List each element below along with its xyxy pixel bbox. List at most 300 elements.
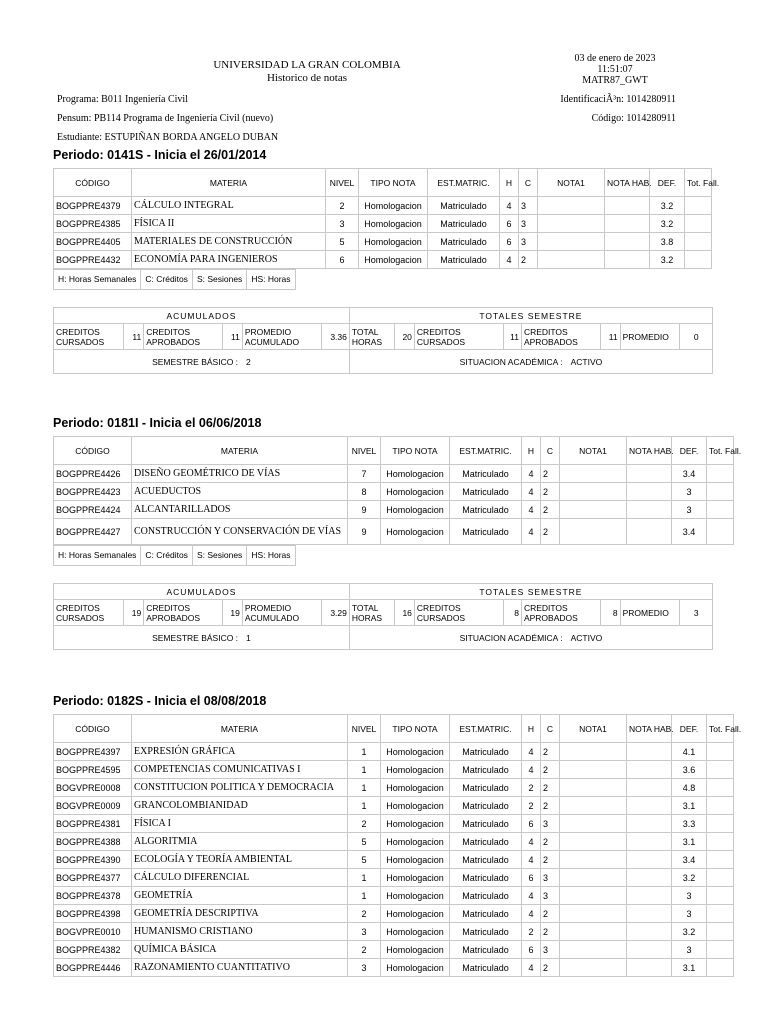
cell-def: 4.8 xyxy=(672,779,707,797)
grades-header-row xyxy=(54,437,734,465)
cell-tot-fall xyxy=(707,465,734,483)
situacion-value: ACTIVO xyxy=(570,632,603,643)
cell-nota1 xyxy=(560,833,627,851)
label-promedio: PROMEDIO xyxy=(620,600,680,626)
cell-c: 2 xyxy=(541,519,560,545)
cell-def: 4.1 xyxy=(672,743,707,761)
situacion-value: ACTIVO xyxy=(570,356,603,367)
cell-codigo: BOGPPRE4398 xyxy=(54,905,132,923)
cell-nivel: 5 xyxy=(326,233,359,251)
cell-def: 3.4 xyxy=(672,851,707,869)
cell-nota-hab xyxy=(605,251,650,269)
cell-materia: ECOLOGÍA Y TEORÍA AMBIENTAL xyxy=(132,851,348,869)
cell-tot-fall xyxy=(685,215,712,233)
cell-h: 4 xyxy=(522,959,541,977)
header-c: C xyxy=(541,715,560,743)
semestre-basico-value: 1 xyxy=(246,632,251,643)
cell-tipo-nota: Homologacion xyxy=(381,797,450,815)
cell-nivel: 7 xyxy=(348,465,381,483)
cell-nota-hab xyxy=(627,465,672,483)
table-row xyxy=(54,923,734,941)
cell-materia: GEOMETRÍA xyxy=(132,887,348,905)
cell-est-matric: Matriculado xyxy=(450,869,522,887)
cell-def: 3.4 xyxy=(672,465,707,483)
legend xyxy=(53,269,295,290)
cell-c: 3 xyxy=(519,233,538,251)
cell-c: 3 xyxy=(519,197,538,215)
situacion-cell xyxy=(349,350,712,374)
label-total-horas: TOTAL HORAS xyxy=(349,324,394,350)
table-row xyxy=(54,465,734,483)
cell-tot-fall xyxy=(707,761,734,779)
table-row xyxy=(54,779,734,797)
cell-tipo-nota: Homologacion xyxy=(359,215,428,233)
header-tot_fall: Tot. Fall. xyxy=(707,437,734,465)
cell-nota1 xyxy=(560,851,627,869)
cell-nota1 xyxy=(560,483,627,501)
cell-nota1 xyxy=(560,887,627,905)
legend-s: S: Sesiones xyxy=(192,269,247,290)
cell-c: 3 xyxy=(541,887,560,905)
header-codigo: CÓDIGO xyxy=(54,169,132,197)
legend-c: C: Créditos xyxy=(140,545,193,566)
cell-codigo: BOGPPRE4378 xyxy=(54,887,132,905)
cell-tot-fall xyxy=(707,905,734,923)
semestre-basico-value: 2 xyxy=(246,356,251,367)
report-code: MATR87_GWT xyxy=(582,75,648,86)
cell-materia: CÁLCULO DIFERENCIAL xyxy=(132,869,348,887)
legend-hs: HS: Horas xyxy=(246,545,295,566)
cell-h: 4 xyxy=(522,887,541,905)
cell-nivel: 2 xyxy=(326,197,359,215)
cell-def: 3.1 xyxy=(672,833,707,851)
cell-c: 2 xyxy=(541,905,560,923)
cell-nivel: 2 xyxy=(348,941,381,959)
cell-materia: CÁLCULO INTEGRAL xyxy=(132,197,326,215)
table-row xyxy=(54,501,734,519)
table-row xyxy=(54,815,734,833)
cell-nota1 xyxy=(538,233,605,251)
table-row xyxy=(54,215,712,233)
header-nivel: NIVEL xyxy=(326,169,359,197)
value-creditos-aprobados: 11 xyxy=(222,324,242,350)
value-sem-creditos-aprobados: 11 xyxy=(600,324,620,350)
cell-tipo-nota: Homologacion xyxy=(381,833,450,851)
label-sem-creditos-aprobados: CREDITOS APROBADOS xyxy=(521,600,600,626)
cell-nota1 xyxy=(560,519,627,545)
cell-c: 3 xyxy=(519,215,538,233)
cell-c: 2 xyxy=(541,743,560,761)
report-date-block xyxy=(540,53,690,86)
cell-materia: CONSTITUCION POLITICA Y DEMOCRACIA xyxy=(132,779,348,797)
cell-est-matric: Matriculado xyxy=(450,941,522,959)
cell-codigo: BOGPPRE4385 xyxy=(54,215,132,233)
cell-c: 2 xyxy=(541,833,560,851)
cell-nota1 xyxy=(560,797,627,815)
report-date: 03 de enero de 2023 xyxy=(574,53,656,64)
cell-est-matric: Matriculado xyxy=(450,743,522,761)
cell-materia: EXPRESIÓN GRÁFICA xyxy=(132,743,348,761)
cell-nota-hab xyxy=(627,519,672,545)
cell-tot-fall xyxy=(707,869,734,887)
cell-est-matric: Matriculado xyxy=(450,815,522,833)
cell-tot-fall xyxy=(707,959,734,977)
cell-tipo-nota: Homologacion xyxy=(381,743,450,761)
cell-def: 3.8 xyxy=(650,233,685,251)
cell-c: 3 xyxy=(541,941,560,959)
cell-tot-fall xyxy=(707,887,734,905)
label-creditos-aprobados: CREDITOS APROBADOS xyxy=(144,324,223,350)
cell-nota-hab xyxy=(605,197,650,215)
cell-nivel: 1 xyxy=(348,797,381,815)
cell-est-matric: Matriculado xyxy=(450,887,522,905)
summary-values-row xyxy=(54,600,713,626)
table-row xyxy=(54,483,734,501)
cell-tipo-nota: Homologacion xyxy=(381,941,450,959)
cell-materia: GEOMETRÍA DESCRIPTIVA xyxy=(132,905,348,923)
period-title xyxy=(53,694,266,708)
cell-codigo: BOGPPRE4423 xyxy=(54,483,132,501)
cell-est-matric: Matriculado xyxy=(450,959,522,977)
period-code: Periodo: 0141S xyxy=(53,148,144,162)
situacion-label: SITUACION ACADÉMICA : xyxy=(459,356,563,367)
cell-def: 3 xyxy=(672,501,707,519)
cell-tipo-nota: Homologacion xyxy=(381,923,450,941)
period-code: Periodo: 0181I xyxy=(53,416,139,430)
table-row xyxy=(54,887,734,905)
cell-codigo: BOGVPRE0009 xyxy=(54,797,132,815)
cell-tot-fall xyxy=(707,779,734,797)
period-start: - Inicia el 26/01/2014 xyxy=(143,148,267,162)
cell-tot-fall xyxy=(707,851,734,869)
grades-header-row xyxy=(54,715,734,743)
table-row xyxy=(54,833,734,851)
cell-tot-fall xyxy=(707,483,734,501)
value-promedio: 0 xyxy=(680,324,713,350)
cell-materia: FÍSICA I xyxy=(132,815,348,833)
cell-def: 3.2 xyxy=(650,215,685,233)
table-row xyxy=(54,743,734,761)
period-start: - Inicia el 06/06/2018 xyxy=(138,416,262,430)
cell-nota-hab xyxy=(627,905,672,923)
grades-table xyxy=(53,714,742,977)
table-row xyxy=(54,851,734,869)
cell-c: 2 xyxy=(541,923,560,941)
value-total-horas: 16 xyxy=(394,600,414,626)
cell-nota1 xyxy=(560,501,627,519)
table-row xyxy=(54,519,734,545)
header-def: DEF. xyxy=(672,437,707,465)
cell-tipo-nota: Homologacion xyxy=(381,519,450,545)
grades-table xyxy=(53,168,720,269)
period-code: Periodo: 0182S xyxy=(53,694,144,708)
label-promedio-acumulado: PROMEDIO ACUMULADO xyxy=(242,324,321,350)
header-tipo_nota: TIPO NOTA xyxy=(381,715,450,743)
cell-codigo: BOGPPRE4388 xyxy=(54,833,132,851)
header-codigo: CÓDIGO xyxy=(54,437,132,465)
header-nota_hab: NOTA HAB. xyxy=(605,169,650,197)
value-promedio-acumulado: 3.36 xyxy=(321,324,349,350)
cell-materia: ALGORITMIA xyxy=(132,833,348,851)
cell-tot-fall xyxy=(707,501,734,519)
cell-nota-hab xyxy=(627,941,672,959)
cell-nota1 xyxy=(560,743,627,761)
report-time: 11:51:07 xyxy=(597,64,633,75)
cell-tipo-nota: Homologacion xyxy=(359,197,428,215)
table-row xyxy=(54,197,712,215)
cell-nota-hab xyxy=(605,233,650,251)
table-row xyxy=(54,797,734,815)
header-h: H xyxy=(522,715,541,743)
cell-nivel: 6 xyxy=(326,251,359,269)
cell-tipo-nota: Homologacion xyxy=(359,251,428,269)
label-promedio-acumulado: PROMEDIO ACUMULADO xyxy=(242,600,321,626)
header-nivel: NIVEL xyxy=(348,437,381,465)
pensum: Pensum: PB114 Programa de Ingeniería Civil (nuevo) xyxy=(57,113,274,124)
cell-nivel: 1 xyxy=(348,887,381,905)
cell-h: 6 xyxy=(522,869,541,887)
cell-nota-hab xyxy=(627,743,672,761)
header-nivel: NIVEL xyxy=(348,715,381,743)
cell-est-matric: Matriculado xyxy=(428,215,500,233)
cell-nota1 xyxy=(560,761,627,779)
cell-def: 3.1 xyxy=(672,959,707,977)
cell-tot-fall xyxy=(685,197,712,215)
cell-codigo: BOGPPRE4446 xyxy=(54,959,132,977)
cell-tot-fall xyxy=(707,743,734,761)
cell-h: 4 xyxy=(522,833,541,851)
cell-def: 3 xyxy=(672,941,707,959)
cell-h: 4 xyxy=(522,483,541,501)
cell-nivel: 1 xyxy=(348,779,381,797)
cell-nota-hab xyxy=(605,215,650,233)
header-tipo_nota: TIPO NOTA xyxy=(381,437,450,465)
header-est_matric: EST.MATRIC. xyxy=(450,437,522,465)
value-creditos-cursados: 19 xyxy=(124,600,144,626)
university-name: UNIVERSIDAD LA GRAN COLOMBIA xyxy=(213,59,401,71)
cell-nivel: 2 xyxy=(348,905,381,923)
report-subtitle: Historico de notas xyxy=(266,72,348,84)
label-total-horas: TOTAL HORAS xyxy=(349,600,394,626)
cell-tipo-nota: Homologacion xyxy=(381,815,450,833)
cell-h: 4 xyxy=(522,851,541,869)
cell-tipo-nota: Homologacion xyxy=(359,233,428,251)
cell-tot-fall xyxy=(707,815,734,833)
cell-materia: CONSTRUCCIÓN Y CONSERVACIÓN DE VÍAS xyxy=(132,519,348,545)
semestre-basico-cell xyxy=(54,350,350,374)
cell-c: 2 xyxy=(541,959,560,977)
cell-h: 4 xyxy=(522,743,541,761)
table-row xyxy=(54,251,712,269)
cell-tipo-nota: Homologacion xyxy=(381,779,450,797)
cell-c: 2 xyxy=(541,797,560,815)
cell-nivel: 5 xyxy=(348,833,381,851)
summary-table xyxy=(53,583,713,650)
header-def: DEF. xyxy=(650,169,685,197)
cell-tot-fall xyxy=(685,251,712,269)
semestre-basico-label: SEMESTRE BÁSICO : xyxy=(152,632,239,643)
header-materia: MATERIA xyxy=(132,169,326,197)
cell-def: 3.2 xyxy=(672,923,707,941)
cell-nivel: 9 xyxy=(348,501,381,519)
cell-c: 2 xyxy=(541,779,560,797)
cell-tipo-nota: Homologacion xyxy=(381,761,450,779)
cell-nivel: 3 xyxy=(348,959,381,977)
cell-codigo: BOGPPRE4405 xyxy=(54,233,132,251)
table-row xyxy=(54,761,734,779)
cell-nota-hab xyxy=(627,869,672,887)
cell-est-matric: Matriculado xyxy=(450,519,522,545)
cell-c: 2 xyxy=(541,851,560,869)
summary-header-row xyxy=(54,308,713,324)
label-sem-creditos-cursados: CREDITOS CURSADOS xyxy=(414,600,503,626)
cell-nivel: 8 xyxy=(348,483,381,501)
header-h: H xyxy=(500,169,519,197)
header-nota1: NOTA1 xyxy=(560,437,627,465)
cell-def: 3.2 xyxy=(672,869,707,887)
cell-materia: QUÍMICA BÁSICA xyxy=(132,941,348,959)
cell-materia: RAZONAMIENTO CUANTITATIVO xyxy=(132,959,348,977)
cell-codigo: BOGPPRE4382 xyxy=(54,941,132,959)
value-promedio: 3 xyxy=(680,600,713,626)
period-start: - Inicia el 08/08/2018 xyxy=(143,694,267,708)
cell-nota-hab xyxy=(627,797,672,815)
legend xyxy=(53,545,295,566)
cell-materia: FÍSICA II xyxy=(132,215,326,233)
semestre-basico-cell xyxy=(54,626,350,650)
cell-est-matric: Matriculado xyxy=(450,483,522,501)
estudiante: Estudiante: ESTUPIÑAN BORDA ANGELO DUBAN xyxy=(57,132,279,143)
totales-header: TOTALES SEMESTRE xyxy=(349,584,712,600)
cell-h: 6 xyxy=(522,941,541,959)
table-row xyxy=(54,941,734,959)
cell-tipo-nota: Homologacion xyxy=(381,905,450,923)
cell-def: 3 xyxy=(672,905,707,923)
cell-tipo-nota: Homologacion xyxy=(381,465,450,483)
cell-def: 3 xyxy=(672,483,707,501)
period-title xyxy=(53,416,261,430)
cell-materia: HUMANISMO CRISTIANO xyxy=(132,923,348,941)
cell-est-matric: Matriculado xyxy=(450,905,522,923)
cell-nota1 xyxy=(538,251,605,269)
cell-codigo: BOGPPRE4424 xyxy=(54,501,132,519)
summary-table xyxy=(53,307,713,374)
cell-materia: GRANCOLOMBIANIDAD xyxy=(132,797,348,815)
cell-nivel: 1 xyxy=(348,761,381,779)
cell-nota1 xyxy=(538,197,605,215)
header-materia: MATERIA xyxy=(132,437,348,465)
cell-h: 6 xyxy=(522,815,541,833)
cell-nota1 xyxy=(560,941,627,959)
grades-header-row xyxy=(54,169,712,197)
cell-tot-fall xyxy=(685,233,712,251)
cell-nivel: 2 xyxy=(348,815,381,833)
table-row xyxy=(54,233,712,251)
header-tipo_nota: TIPO NOTA xyxy=(359,169,428,197)
cell-codigo: BOGPPRE4390 xyxy=(54,851,132,869)
cell-tot-fall xyxy=(707,519,734,545)
cell-tot-fall xyxy=(707,797,734,815)
cell-nota-hab xyxy=(627,887,672,905)
cell-tot-fall xyxy=(707,833,734,851)
value-total-horas: 20 xyxy=(394,324,414,350)
identificacion: IdentificaciÃ³n: 1014280911 xyxy=(560,94,676,105)
header-tot_fall: Tot. Fall. xyxy=(707,715,734,743)
cell-nota1 xyxy=(538,215,605,233)
cell-h: 2 xyxy=(522,797,541,815)
cell-nota1 xyxy=(560,869,627,887)
cell-nota-hab xyxy=(627,833,672,851)
cell-est-matric: Matriculado xyxy=(450,779,522,797)
cell-c: 3 xyxy=(541,869,560,887)
cell-nivel: 3 xyxy=(326,215,359,233)
cell-est-matric: Matriculado xyxy=(450,465,522,483)
cell-codigo: BOGPPRE4432 xyxy=(54,251,132,269)
label-sem-creditos-cursados: CREDITOS CURSADOS xyxy=(414,324,503,350)
cell-nivel: 9 xyxy=(348,519,381,545)
legend-hs: HS: Horas xyxy=(246,269,295,290)
value-sem-creditos-cursados: 11 xyxy=(504,324,522,350)
summary-status-row xyxy=(54,350,713,374)
table-row xyxy=(54,905,734,923)
cell-h: 4 xyxy=(522,761,541,779)
cell-codigo: BOGVPRE0010 xyxy=(54,923,132,941)
cell-codigo: BOGPPRE4381 xyxy=(54,815,132,833)
cell-nota-hab xyxy=(627,851,672,869)
cell-h: 2 xyxy=(522,923,541,941)
value-sem-creditos-aprobados: 8 xyxy=(600,600,620,626)
cell-h: 6 xyxy=(500,233,519,251)
cell-h: 6 xyxy=(500,215,519,233)
cell-c: 2 xyxy=(541,501,560,519)
cell-def: 3 xyxy=(672,887,707,905)
legend-s: S: Sesiones xyxy=(192,545,247,566)
cell-nivel: 1 xyxy=(348,869,381,887)
legend-h: H: Horas Semanales xyxy=(53,269,141,290)
header-nota1: NOTA1 xyxy=(560,715,627,743)
header-def: DEF. xyxy=(672,715,707,743)
cell-est-matric: Matriculado xyxy=(450,797,522,815)
cell-codigo: BOGPPRE4397 xyxy=(54,743,132,761)
cell-tipo-nota: Homologacion xyxy=(381,869,450,887)
cell-def: 3.4 xyxy=(672,519,707,545)
cell-nota1 xyxy=(560,905,627,923)
cell-codigo: BOGPPRE4595 xyxy=(54,761,132,779)
cell-def: 3.1 xyxy=(672,797,707,815)
cell-def: 3.2 xyxy=(650,197,685,215)
cell-nota-hab xyxy=(627,483,672,501)
label-creditos-cursados: CREDITOS CURSADOS xyxy=(54,324,124,350)
situacion-cell xyxy=(349,626,712,650)
header-h: H xyxy=(522,437,541,465)
totales-header: TOTALES SEMESTRE xyxy=(349,308,712,324)
cell-h: 4 xyxy=(500,197,519,215)
cell-nota-hab xyxy=(627,923,672,941)
header-c: C xyxy=(519,169,538,197)
header-est_matric: EST.MATRIC. xyxy=(450,715,522,743)
cell-materia: ALCANTARILLADOS xyxy=(132,501,348,519)
value-promedio-acumulado: 3.29 xyxy=(321,600,349,626)
header-tot_fall: Tot. Fall. xyxy=(685,169,712,197)
cell-tipo-nota: Homologacion xyxy=(381,851,450,869)
grades-table xyxy=(53,436,742,545)
cell-h: 4 xyxy=(522,905,541,923)
header-nota_hab: NOTA HAB. xyxy=(627,437,672,465)
legend-h: H: Horas Semanales xyxy=(53,545,141,566)
cell-tipo-nota: Homologacion xyxy=(381,959,450,977)
cell-c: 2 xyxy=(541,465,560,483)
label-creditos-cursados: CREDITOS CURSADOS xyxy=(54,600,124,626)
